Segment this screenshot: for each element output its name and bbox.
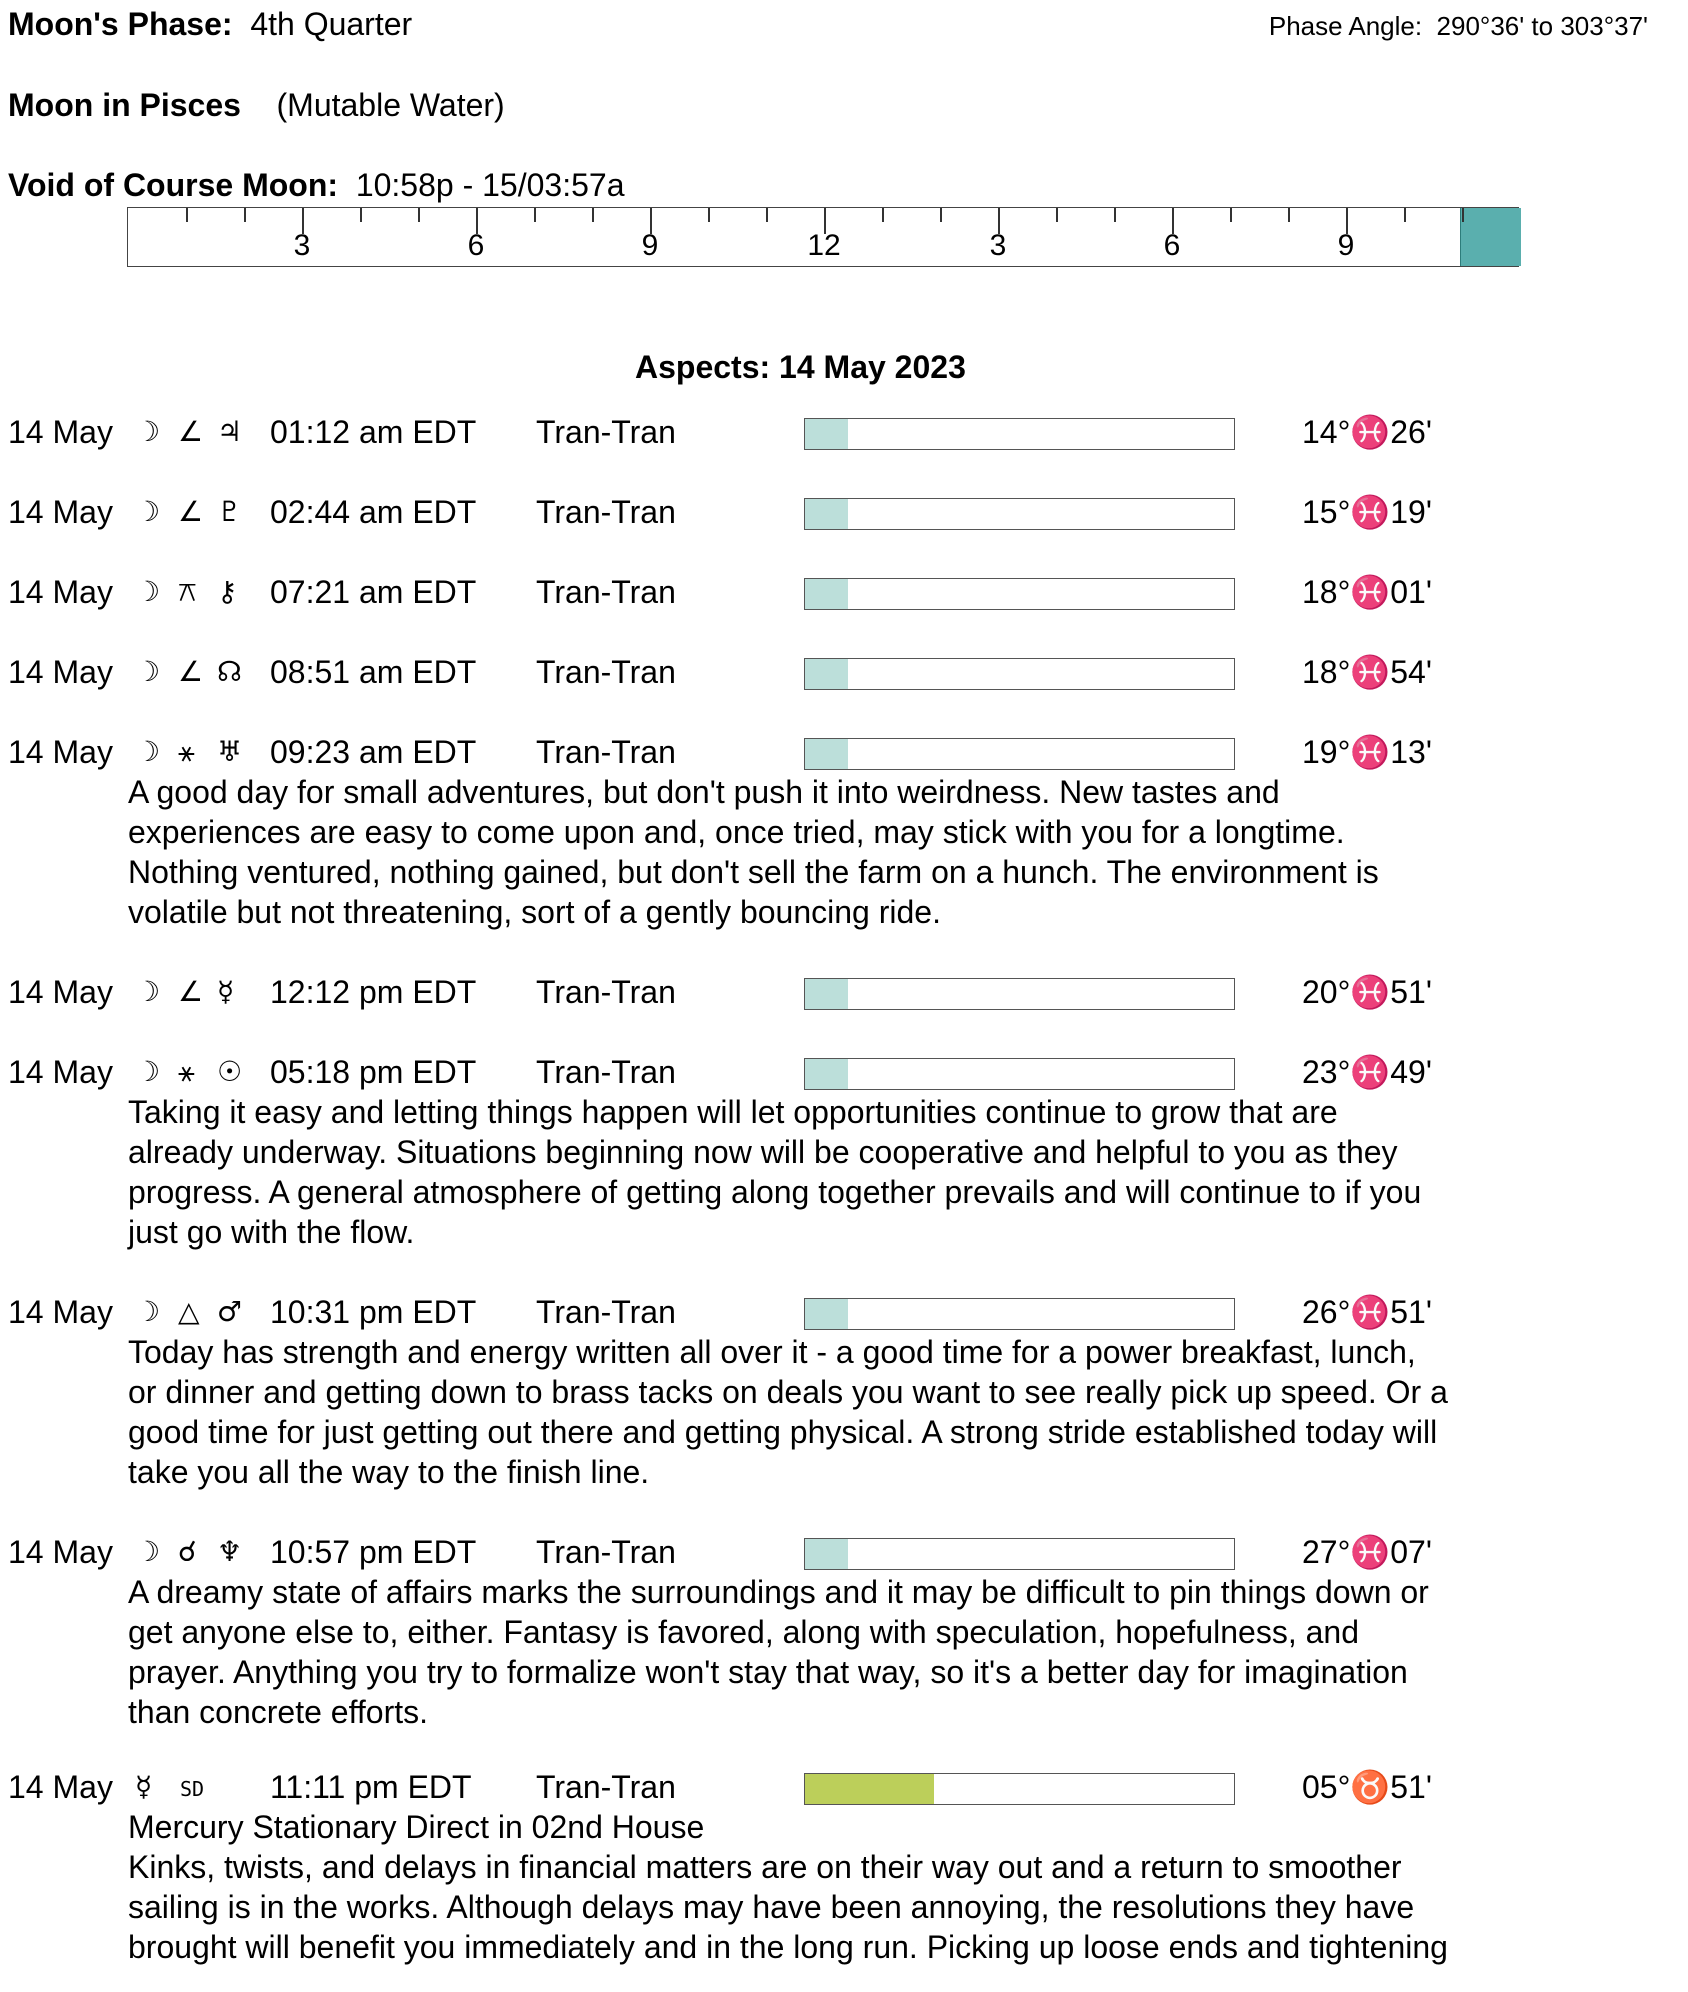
aspect-time: 02:44 am EDT xyxy=(270,494,477,530)
planet-1-icon: ☽ xyxy=(135,575,161,608)
aspect-strength-fill xyxy=(805,979,848,1009)
aspect-date: 14 May xyxy=(8,574,113,610)
aspect-strength-bar xyxy=(804,1538,1235,1570)
aspect-icon: ⚹ xyxy=(178,735,195,768)
phase-angle-line xyxy=(1269,13,1648,39)
planet-2-icon: ☿ xyxy=(217,975,235,1008)
aspect-row xyxy=(0,732,1688,772)
aspect-strength-bar xyxy=(804,1773,1235,1805)
timeline-hour-label: 9 xyxy=(1337,229,1355,262)
aspect-date: 14 May xyxy=(8,1294,113,1330)
planet-2-icon: ♆ xyxy=(217,1535,243,1568)
timeline-tick xyxy=(1404,208,1406,222)
aspect-strength-fill xyxy=(805,579,848,609)
aspect-row xyxy=(0,652,1688,692)
timeline-tick xyxy=(1462,208,1464,222)
description-line: Taking it easy and letting things happen will let opportunities continue to grow that are xyxy=(128,1094,1338,1130)
description-line: A good day for small adventures, but don't push it into weirdness. New tastes and xyxy=(128,774,1280,810)
aspect-date: 14 May xyxy=(8,654,113,690)
description-line: or dinner and getting down to brass tacks on deals you want to see really pick up speed. Or a xyxy=(128,1374,1448,1410)
description-line: Mercury Stationary Direct in 02nd House xyxy=(128,1809,705,1845)
description-line: Today has strength and energy written all over it - a good time for a power breakfast, lunch, xyxy=(128,1334,1416,1370)
planet-2-icon: ♇ xyxy=(217,495,243,528)
aspect-row xyxy=(0,1532,1688,1572)
aspect-row xyxy=(0,1052,1688,1092)
aspects-title: Aspects: 14 May 2023 xyxy=(635,349,966,385)
description-line: Nothing ventured, nothing gained, but don't sell the farm on a hunch. The environment is xyxy=(128,854,1379,890)
moon-phase-label: Moon's Phase: xyxy=(8,6,233,42)
void-of-course-line xyxy=(8,169,624,201)
planet-1-icon: ☽ xyxy=(135,1295,161,1328)
moon-phase-line xyxy=(8,8,412,40)
moon-phase-value: 4th Quarter xyxy=(250,6,413,42)
aspect-icon: ⚹ xyxy=(178,1055,195,1088)
timeline-tick xyxy=(244,208,246,222)
aspect-row xyxy=(0,1767,1688,1807)
aspect-strength-fill xyxy=(805,1059,848,1089)
description-line: A dreamy state of affairs marks the surroundings and it may be difficult to pin things down or xyxy=(128,1574,1429,1610)
aspect-type: Tran-Tran xyxy=(536,654,676,690)
aspect-strength-fill xyxy=(805,1539,848,1569)
description-line: good time for just getting out there and getting physical. A strong stride established today will xyxy=(128,1414,1438,1450)
timeline-tick xyxy=(1114,208,1116,222)
aspect-strength-fill xyxy=(805,659,848,689)
aspect-icon: ∠ xyxy=(178,495,204,528)
planet-2-icon: ♃ xyxy=(217,415,243,448)
timeline-tick xyxy=(1056,208,1058,222)
aspect-position: 20°♓51' xyxy=(1302,974,1432,1010)
aspect-strength-bar xyxy=(804,738,1235,770)
timeline-hour-label: 9 xyxy=(641,229,659,262)
aspect-type: Tran-Tran xyxy=(536,1769,676,1805)
timeline-hour-label: 3 xyxy=(293,229,311,262)
aspect-strength-bar xyxy=(804,1058,1235,1090)
aspect-time: 10:57 pm EDT xyxy=(270,1534,477,1570)
aspect-time: 08:51 am EDT xyxy=(270,654,477,690)
timeline-tick xyxy=(1288,208,1290,222)
aspect-date: 14 May xyxy=(8,494,113,530)
description-line: take you all the way to the finish line. xyxy=(128,1454,650,1490)
planet-2-icon: ☉ xyxy=(217,1055,243,1088)
aspect-time: 05:18 pm EDT xyxy=(270,1054,477,1090)
planet-2-icon: ☊ xyxy=(217,655,242,688)
timeline-tick xyxy=(592,208,594,222)
aspect-strength-bar xyxy=(804,978,1235,1010)
aspect-description xyxy=(128,1807,1648,1967)
phase-angle-value: 290°36' to 303°37' xyxy=(1436,11,1648,41)
timeline-hour-label: 6 xyxy=(467,229,485,262)
aspect-type: Tran-Tran xyxy=(536,574,676,610)
aspect-time: 07:21 am EDT xyxy=(270,574,477,610)
aspect-position: 18°♓54' xyxy=(1302,654,1432,690)
aspect-position: 26°♓51' xyxy=(1302,1294,1432,1330)
planet-2-icon: ♅ xyxy=(217,735,243,768)
planet-1-icon: ☽ xyxy=(135,415,161,448)
aspect-date: 14 May xyxy=(8,974,113,1010)
aspect-position: 18°♓01' xyxy=(1302,574,1432,610)
description-line: progress. A general atmosphere of getting along together prevails and will continue to if you xyxy=(128,1174,1422,1210)
aspect-row xyxy=(0,572,1688,612)
aspect-position: 14°♓26' xyxy=(1302,414,1432,450)
aspect-type: Tran-Tran xyxy=(536,414,676,450)
aspect-strength-bar xyxy=(804,658,1235,690)
aspect-type: Tran-Tran xyxy=(536,974,676,1010)
timeline-tick xyxy=(708,208,710,222)
description-line: Kinks, twists, and delays in financial matters are on their way out and a return to smoother xyxy=(128,1849,1402,1885)
aspect-position: 15°♓19' xyxy=(1302,494,1432,530)
station-direct-label: SD xyxy=(180,1777,205,1801)
description-line: prayer. Anything you try to formalize won't stay that way, so it's a better day for imagination xyxy=(128,1654,1408,1690)
aspect-type: Tran-Tran xyxy=(536,734,676,770)
aspect-time: 01:12 am EDT xyxy=(270,414,477,450)
timeline-tick xyxy=(534,208,536,222)
timeline-hour-label: 6 xyxy=(1163,229,1181,262)
aspect-strength-fill xyxy=(805,1299,848,1329)
planet-2-icon: ♂ xyxy=(217,1295,243,1328)
void-of-course-marker xyxy=(1460,208,1521,266)
aspect-type: Tran-Tran xyxy=(536,1054,676,1090)
aspect-time: 09:23 am EDT xyxy=(270,734,477,770)
aspect-type: Tran-Tran xyxy=(536,1534,676,1570)
timeline-tick xyxy=(360,208,362,222)
aspect-time: 11:11 pm EDT xyxy=(270,1769,472,1805)
aspect-row xyxy=(0,492,1688,532)
timeline-tick xyxy=(1230,208,1232,222)
moon-sign-detail: (Mutable Water) xyxy=(276,87,505,123)
description-line: already underway. Situations beginning now will be cooperative and helpful to you as they xyxy=(128,1134,1398,1170)
aspect-icon: ∠ xyxy=(178,655,204,688)
planet-1-icon: ☿ xyxy=(135,1770,153,1803)
aspect-position: 23°♓49' xyxy=(1302,1054,1432,1090)
aspect-row xyxy=(0,1292,1688,1332)
aspect-icon: ☌ xyxy=(178,1535,197,1568)
aspect-position: 05°♉51' xyxy=(1302,1769,1432,1805)
aspect-type: Tran-Tran xyxy=(536,1294,676,1330)
aspect-position: 19°♓13' xyxy=(1302,734,1432,770)
aspect-strength-bar xyxy=(804,498,1235,530)
description-line: just go with the flow. xyxy=(128,1214,415,1250)
aspect-description xyxy=(128,1572,1648,1732)
planet-2-icon: ⚷ xyxy=(217,575,238,608)
aspect-strength-bar xyxy=(804,418,1235,450)
aspect-strength-bar xyxy=(804,578,1235,610)
moon-sign-label: Moon in Pisces xyxy=(8,87,241,123)
timeline-tick xyxy=(882,208,884,222)
description-line: than concrete efforts. xyxy=(128,1694,429,1730)
void-of-course-timeline xyxy=(127,207,1519,267)
aspect-description xyxy=(128,772,1648,932)
aspect-description xyxy=(128,1332,1648,1492)
aspect-date: 14 May xyxy=(8,1769,113,1805)
aspect-type: Tran-Tran xyxy=(536,494,676,530)
timeline-hour-label: 3 xyxy=(989,229,1007,262)
timeline-tick xyxy=(186,208,188,222)
planet-1-icon: ☽ xyxy=(135,495,161,528)
aspect-strength-fill xyxy=(805,739,848,769)
planet-1-icon: ☽ xyxy=(135,735,161,768)
aspect-strength-fill xyxy=(805,499,848,529)
description-line: sailing is in the works. Although delays may have been annoying, the resolutions they have xyxy=(128,1889,1415,1925)
aspect-row xyxy=(0,412,1688,452)
aspect-description xyxy=(128,1092,1648,1252)
aspect-date: 14 May xyxy=(8,414,113,450)
timeline-tick xyxy=(418,208,420,222)
aspect-icon: ∠ xyxy=(178,975,204,1008)
aspect-time: 10:31 pm EDT xyxy=(270,1294,477,1330)
aspect-icon: ⚻ xyxy=(178,575,197,608)
aspect-icon: ∠ xyxy=(178,415,204,448)
planet-1-icon: ☽ xyxy=(135,975,161,1008)
aspect-strength-fill xyxy=(805,1774,934,1804)
moon-sign-line xyxy=(8,89,505,121)
aspect-icon: △ xyxy=(178,1295,200,1328)
phase-angle-label: Phase Angle: xyxy=(1268,11,1423,41)
description-line: get anyone else to, either. Fantasy is favored, along with speculation, hopefulness, and xyxy=(128,1614,1360,1650)
voc-value: 10:58p - 15/03:57a xyxy=(355,167,625,203)
timeline-hour-label: 12 xyxy=(807,229,841,262)
aspect-strength-fill xyxy=(805,419,848,449)
planet-1-icon: ☽ xyxy=(135,655,161,688)
description-line: volatile but not threatening, sort of a gently bouncing ride. xyxy=(128,894,941,930)
description-line: brought will benefit you immediately and in the long run. Picking up loose ends and tightening xyxy=(128,1929,1448,1965)
aspect-time: 12:12 pm EDT xyxy=(270,974,477,1010)
aspect-strength-bar xyxy=(804,1298,1235,1330)
timeline-tick xyxy=(766,208,768,222)
aspect-date: 14 May xyxy=(8,1054,113,1090)
description-line: experiences are easy to come upon and, once tried, may stick with you for a longtime. xyxy=(128,814,1345,850)
aspect-row xyxy=(0,972,1688,1012)
aspect-date: 14 May xyxy=(8,734,113,770)
aspect-date: 14 May xyxy=(8,1534,113,1570)
planet-1-icon: ☽ xyxy=(135,1535,161,1568)
planet-1-icon: ☽ xyxy=(135,1055,161,1088)
aspect-position: 27°♓07' xyxy=(1302,1534,1432,1570)
timeline-tick xyxy=(940,208,942,222)
voc-label: Void of Course Moon: xyxy=(8,167,339,203)
